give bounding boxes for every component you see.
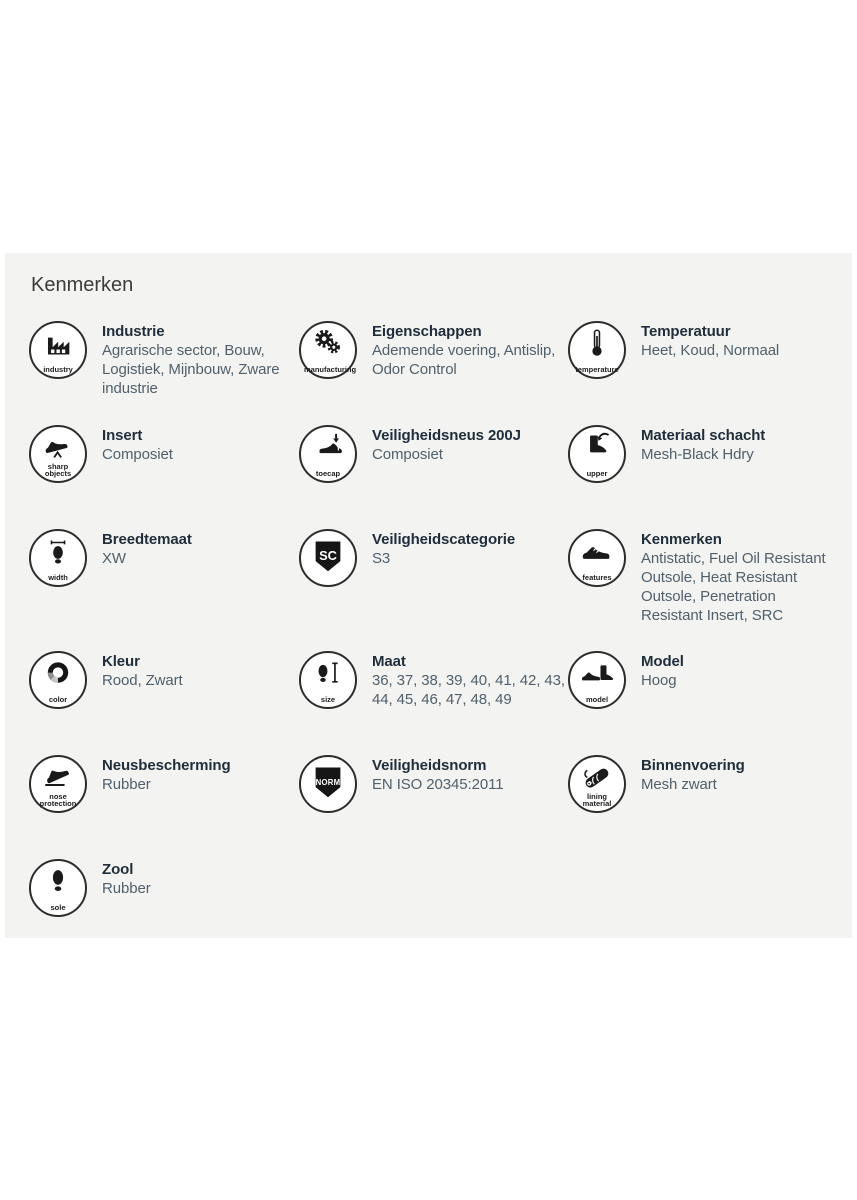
- icon-caption: industry: [43, 365, 73, 374]
- icon-caption: lining material: [582, 792, 612, 808]
- item-value: XW: [102, 550, 126, 567]
- icon-caption: sharp objects: [44, 462, 72, 478]
- features-icon: [568, 529, 626, 587]
- icon-caption: model: [585, 695, 609, 704]
- item-title: Binnenvoering: [641, 757, 745, 774]
- feature-item-zool: [29, 859, 299, 937]
- icon-caption: upper: [586, 469, 608, 478]
- feature-item-veiligheidscategorie: [299, 529, 568, 625]
- safety-category-shield-icon: [299, 529, 357, 587]
- icon-caption: color: [48, 695, 68, 704]
- item-value: Antistatic, Fuel Oil Resistant Outsole, Heat Resistant Outsole, Penetration Resistant Insert, SRC: [641, 550, 826, 624]
- item-title: Industrie: [102, 323, 165, 340]
- temperature-icon: [568, 321, 626, 379]
- upper-icon: [568, 425, 626, 483]
- feature-item-insert: [29, 425, 299, 503]
- feature-item-breedtemaat: [29, 529, 299, 625]
- feature-item-kenmerken: [568, 529, 828, 625]
- item-value: Rubber: [102, 776, 151, 793]
- sole-icon: [29, 859, 87, 917]
- item-value: Hoog: [641, 672, 677, 689]
- feature-item-veiligheidsnorm: [299, 755, 568, 833]
- size-icon: [299, 651, 357, 709]
- item-title: Veiligheidsneus 200J: [372, 427, 521, 444]
- feature-item-binnenvoering: [568, 755, 828, 833]
- item-title: Breedtemaat: [102, 531, 192, 548]
- color-icon: [29, 651, 87, 709]
- kenmerken-panel: [5, 253, 852, 938]
- item-value: Agrarische sector, Bouw, Logistiek, Mijnbouw, Zware industrie: [102, 342, 280, 397]
- model-icon: [568, 651, 626, 709]
- item-title: Eigenschappen: [372, 323, 482, 340]
- feature-item-materiaal-schacht: [568, 425, 828, 503]
- item-value: EN ISO 20345:2011: [372, 776, 504, 793]
- item-title: Temperatuur: [641, 323, 731, 340]
- icon-caption: sole: [50, 903, 66, 912]
- feature-item-industrie: [29, 321, 299, 399]
- industry-icon: [29, 321, 87, 379]
- feature-item-kleur: [29, 651, 299, 729]
- section-title: Kenmerken: [31, 274, 134, 296]
- icon-caption: features: [582, 573, 612, 582]
- item-value: Mesh zwart: [641, 776, 717, 793]
- item-title: Veiligheidscategorie: [372, 531, 516, 548]
- feature-item-model: [568, 651, 828, 729]
- item-value: Rood, Zwart: [102, 672, 183, 689]
- feature-item-temperatuur: [568, 321, 828, 399]
- item-value: Composiet: [102, 446, 173, 463]
- item-value: Heet, Koud, Normaal: [641, 342, 780, 359]
- item-value: 36, 37, 38, 39, 40, 41, 42, 43, 44, 45, 46, 47, 48, 49: [372, 672, 565, 708]
- manufacturing-icon: [299, 321, 357, 379]
- item-value: S3: [372, 550, 391, 567]
- icon-caption: toecap: [315, 469, 341, 478]
- shield-label: NORM: [315, 777, 341, 787]
- icon-caption: temperature: [575, 365, 619, 374]
- sharp-objects-icon: [29, 425, 87, 483]
- icon-caption: width: [48, 573, 68, 582]
- lining-material-icon: [568, 755, 626, 813]
- item-title: Veiligheidsnorm: [372, 757, 487, 774]
- item-title: Materiaal schacht: [641, 427, 766, 444]
- icon-caption: manufacturing: [304, 365, 357, 374]
- shield-label: SC: [319, 547, 337, 563]
- feature-item-eigenschappen: [299, 321, 568, 399]
- item-title: Maat: [372, 653, 406, 670]
- item-title: Kleur: [102, 653, 140, 670]
- feature-item-veiligheidsneus: [299, 425, 568, 503]
- item-value: Rubber: [102, 880, 151, 897]
- norm-shield-icon: [299, 755, 357, 813]
- features-grid: [29, 321, 828, 937]
- item-title: Kenmerken: [641, 531, 722, 548]
- feature-item-neusbescherming: [29, 755, 299, 833]
- nose-protection-icon: [29, 755, 87, 813]
- toecap-icon: [299, 425, 357, 483]
- width-icon: [29, 529, 87, 587]
- icon-caption: nose protection: [39, 792, 77, 808]
- item-value: Mesh-Black Hdry: [641, 446, 754, 463]
- item-title: Model: [641, 653, 684, 670]
- item-value: Composiet: [372, 446, 443, 463]
- feature-item-maat: [299, 651, 568, 729]
- item-title: Insert: [102, 427, 143, 444]
- item-value: Ademende voering, Antislip, Odor Control: [372, 342, 556, 378]
- item-title: Zool: [102, 861, 134, 878]
- item-title: Neusbescherming: [102, 757, 231, 774]
- icon-caption: size: [320, 695, 336, 704]
